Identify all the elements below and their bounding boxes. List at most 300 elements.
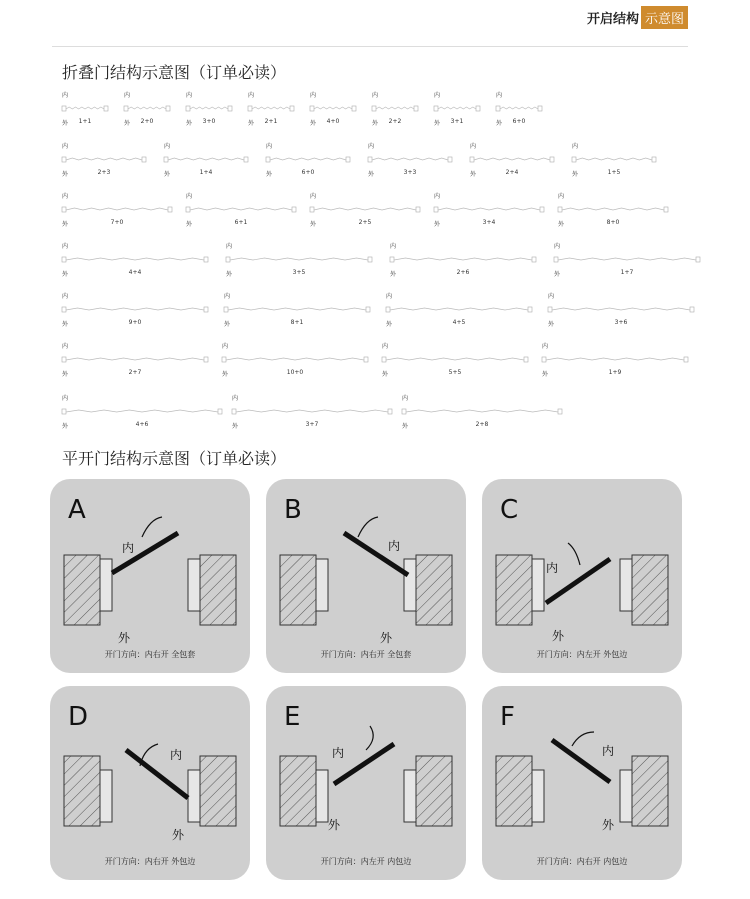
- fold-post: [558, 409, 562, 414]
- fold-post: [62, 207, 66, 212]
- fold-outside-label: 外: [224, 321, 231, 328]
- door-card-b: [266, 479, 466, 673]
- fold-diagram: [62, 292, 208, 328]
- fold-diagram: [232, 394, 392, 430]
- fold-post: [218, 409, 222, 414]
- door-inside-label: 内: [546, 561, 559, 575]
- fold-post: [528, 307, 532, 312]
- fold-outside-label: 外: [186, 221, 193, 228]
- fold-diagram: [542, 342, 688, 378]
- fold-post: [542, 357, 546, 362]
- door-type-letter: E: [284, 702, 301, 732]
- fold-post: [266, 157, 270, 162]
- fold-inside-label: 内: [224, 293, 231, 300]
- fold-post: [228, 106, 232, 111]
- fold-post: [62, 357, 66, 362]
- fold-config-label: 4+4: [128, 269, 142, 276]
- door-caption: 开门方向：内左开 内包边: [320, 857, 412, 866]
- fold-diagram: [186, 192, 296, 228]
- fold-outside-label: 外: [572, 171, 579, 178]
- door-type-letter: B: [284, 495, 302, 525]
- fold-post: [372, 106, 376, 111]
- fold-panels: [314, 107, 352, 109]
- fold-post: [248, 106, 252, 111]
- fold-config-label: 6+0: [301, 169, 315, 176]
- fold-diagram: [224, 292, 370, 328]
- fold-diagram: [386, 292, 532, 328]
- fold-diagram: [434, 192, 544, 228]
- fold-panels: [66, 208, 168, 210]
- fold-post: [386, 307, 390, 312]
- fold-panels: [474, 158, 550, 160]
- fold-panels: [438, 208, 540, 210]
- fold-panels: [270, 158, 346, 160]
- fold-diagram: [390, 242, 536, 278]
- fold-diagram: [402, 394, 562, 430]
- fold-config-label: 5+5: [448, 369, 462, 376]
- fold-config-label: 2+8: [475, 421, 489, 428]
- fold-panels: [314, 208, 416, 210]
- open-direction-arrow: [358, 517, 378, 537]
- fold-post: [664, 207, 668, 212]
- fold-inside-label: 内: [402, 395, 409, 402]
- fold-inside-label: 内: [434, 92, 441, 99]
- fold-inside-label: 内: [62, 143, 69, 150]
- fold-config-label: 1+9: [608, 369, 622, 376]
- door-caption: 开门方向：内右开 外包边: [104, 857, 196, 866]
- door-inside-label: 内: [388, 539, 401, 553]
- fold-post: [232, 409, 236, 414]
- fold-diagram: [62, 242, 208, 278]
- door-type-letter: F: [500, 702, 515, 732]
- fold-panels: [562, 208, 664, 210]
- door-type-letter: D: [68, 702, 89, 732]
- right-frame: [404, 770, 416, 822]
- fold-outside-label: 外: [402, 423, 409, 430]
- fold-post: [204, 307, 208, 312]
- fold-diagram: [62, 142, 146, 178]
- fold-panels: [66, 358, 204, 360]
- fold-outside-label: 外: [226, 271, 233, 278]
- fold-diagram: [310, 192, 420, 228]
- fold-diagram: [62, 192, 172, 228]
- fold-outside-label: 外: [382, 371, 389, 378]
- fold-diagram: [496, 91, 542, 127]
- left-frame: [532, 770, 544, 822]
- fold-panels: [386, 358, 524, 360]
- fold-outside-label: 外: [470, 171, 477, 178]
- fold-inside-label: 内: [558, 193, 565, 200]
- door-outside-label: 外: [380, 631, 393, 645]
- door-outside-label: 外: [328, 818, 341, 832]
- door-outside-label: 外: [552, 629, 565, 643]
- fold-config-label: 10+0: [286, 369, 304, 376]
- door-outside-label: 外: [172, 828, 185, 842]
- fold-config-label: 2+0: [140, 118, 154, 125]
- fold-post: [524, 357, 528, 362]
- fold-post: [538, 106, 542, 111]
- fold-post: [434, 207, 438, 212]
- fold-panels: [394, 258, 532, 260]
- fold-config-label: 2+4: [505, 169, 519, 176]
- fold-config-label: 6+0: [512, 118, 526, 125]
- right-frame: [188, 559, 200, 611]
- fold-inside-label: 内: [372, 92, 379, 99]
- fold-post: [290, 106, 294, 111]
- fold-panels: [66, 308, 204, 310]
- left-frame: [316, 770, 328, 822]
- fold-config-label: 3+5: [292, 269, 306, 276]
- left-wall: [496, 555, 532, 625]
- fold-outside-label: 外: [186, 120, 193, 127]
- fold-diagram: [62, 91, 108, 127]
- open-direction-arrow: [572, 732, 594, 746]
- fold-diagram: [164, 142, 248, 178]
- fold-panels: [66, 107, 104, 109]
- fold-post: [186, 106, 190, 111]
- fold-outside-label: 外: [368, 171, 375, 178]
- fold-outside-label: 外: [248, 120, 255, 127]
- fold-inside-label: 内: [470, 143, 477, 150]
- fold-post: [448, 157, 452, 162]
- fold-post: [168, 207, 172, 212]
- fold-inside-label: 内: [496, 92, 503, 99]
- door-caption: 开门方向：内右开 内包边: [536, 857, 628, 866]
- fold-config-label: 1+1: [78, 118, 92, 125]
- fold-diagram: [222, 342, 368, 378]
- fold-inside-label: 内: [222, 343, 229, 350]
- left-wall: [496, 756, 532, 826]
- fold-post: [352, 106, 356, 111]
- fold-post: [390, 257, 394, 262]
- left-wall: [64, 555, 100, 625]
- fold-config-label: 2+6: [456, 269, 470, 276]
- fold-panels: [226, 358, 364, 360]
- fold-post: [222, 357, 226, 362]
- fold-diagram: [558, 192, 668, 228]
- fold-inside-label: 内: [62, 193, 69, 200]
- fold-post: [104, 106, 108, 111]
- right-wall: [200, 756, 236, 826]
- fold-panels: [376, 107, 414, 109]
- fold-diagram: [548, 292, 694, 328]
- right-wall: [200, 555, 236, 625]
- fold-outside-label: 外: [390, 271, 397, 278]
- fold-post: [550, 157, 554, 162]
- fold-post: [224, 307, 228, 312]
- folding-door-diagrams: [0, 0, 750, 440]
- door-inside-label: 内: [602, 744, 615, 758]
- fold-config-label: 4+0: [326, 118, 340, 125]
- fold-post: [124, 106, 128, 111]
- fold-panels: [66, 258, 204, 260]
- fold-post: [558, 207, 562, 212]
- fold-config-label: 3+0: [202, 118, 216, 125]
- fold-inside-label: 内: [232, 395, 239, 402]
- fold-panels: [576, 158, 652, 160]
- fold-config-label: 4+6: [135, 421, 149, 428]
- fold-inside-label: 内: [542, 343, 549, 350]
- fold-panels: [372, 158, 448, 160]
- fold-post: [470, 157, 474, 162]
- left-wall: [280, 555, 316, 625]
- fold-panels: [438, 107, 476, 109]
- fold-diagram: [368, 142, 452, 178]
- door-type-letter: C: [500, 495, 519, 525]
- right-frame: [188, 770, 200, 822]
- fold-diagram: [62, 394, 222, 430]
- fold-panels: [406, 410, 558, 412]
- fold-post: [366, 307, 370, 312]
- fold-panels: [66, 158, 142, 160]
- fold-panels: [500, 107, 538, 109]
- fold-outside-label: 外: [62, 271, 69, 278]
- fold-outside-label: 外: [232, 423, 239, 430]
- fold-outside-label: 外: [542, 371, 549, 378]
- fold-diagram: [226, 242, 372, 278]
- fold-post: [62, 106, 66, 111]
- fold-diagram: [310, 91, 356, 127]
- swing-door-title: 平开门结构示意图（订单必读）: [62, 449, 287, 468]
- fold-panels: [228, 308, 366, 310]
- fold-diagram: [266, 142, 350, 178]
- fold-outside-label: 外: [372, 120, 379, 127]
- fold-post: [364, 357, 368, 362]
- fold-outside-label: 外: [124, 120, 131, 127]
- fold-panels: [190, 208, 292, 210]
- fold-config-label: 8+1: [290, 319, 304, 326]
- fold-post: [476, 106, 480, 111]
- fold-config-label: 3+4: [482, 219, 496, 226]
- fold-config-label: 4+5: [452, 319, 466, 326]
- fold-diagram: [186, 91, 232, 127]
- fold-outside-label: 外: [554, 271, 561, 278]
- fold-outside-label: 外: [62, 423, 69, 430]
- left-frame: [100, 770, 112, 822]
- door-type-letter: A: [68, 495, 86, 525]
- fold-post: [690, 307, 694, 312]
- fold-config-label: 1+7: [620, 269, 634, 276]
- fold-post: [572, 157, 576, 162]
- fold-outside-label: 外: [558, 221, 565, 228]
- right-frame: [404, 559, 416, 611]
- fold-diagram: [554, 242, 700, 278]
- fold-panels: [128, 107, 166, 109]
- fold-inside-label: 内: [386, 293, 393, 300]
- fold-inside-label: 内: [382, 343, 389, 350]
- fold-inside-label: 内: [572, 143, 579, 150]
- fold-outside-label: 外: [62, 171, 69, 178]
- fold-outside-label: 外: [222, 371, 229, 378]
- fold-inside-label: 内: [310, 92, 317, 99]
- fold-post: [62, 409, 66, 414]
- fold-post: [368, 257, 372, 262]
- right-frame: [620, 770, 632, 822]
- fold-inside-label: 内: [310, 193, 317, 200]
- fold-config-label: 3+1: [450, 118, 464, 125]
- fold-inside-label: 内: [62, 92, 69, 99]
- fold-post: [166, 106, 170, 111]
- left-wall: [280, 756, 316, 826]
- fold-panels: [66, 410, 218, 412]
- fold-outside-label: 外: [62, 321, 69, 328]
- folding-door-title: 折叠门结构示意图（订单必读）: [62, 63, 287, 82]
- fold-post: [368, 157, 372, 162]
- right-wall: [416, 555, 452, 625]
- fold-outside-label: 外: [548, 321, 555, 328]
- fold-outside-label: 外: [386, 321, 393, 328]
- fold-config-label: 2+2: [388, 118, 402, 125]
- fold-inside-label: 内: [554, 243, 561, 250]
- fold-panels: [168, 158, 244, 160]
- fold-post: [554, 257, 558, 262]
- fold-post: [402, 409, 406, 414]
- door-inside-label: 内: [332, 746, 345, 760]
- right-wall: [632, 756, 668, 826]
- fold-post: [226, 257, 230, 262]
- fold-inside-label: 内: [390, 243, 397, 250]
- fold-diagram: [470, 142, 554, 178]
- fold-outside-label: 外: [62, 120, 69, 127]
- fold-outside-label: 外: [434, 120, 441, 127]
- fold-diagram: [434, 91, 480, 127]
- fold-panels: [390, 308, 528, 310]
- door-card-e: [266, 686, 466, 880]
- fold-inside-label: 内: [186, 92, 193, 99]
- fold-inside-label: 内: [62, 343, 69, 350]
- fold-config-label: 1+5: [607, 169, 621, 176]
- fold-post: [204, 257, 208, 262]
- door-caption: 开门方向：内右开 全包套: [104, 650, 196, 659]
- open-direction-arrow: [568, 543, 580, 565]
- fold-post: [346, 157, 350, 162]
- fold-panels: [552, 308, 690, 310]
- left-wall: [64, 756, 100, 826]
- fold-diagram: [248, 91, 294, 127]
- fold-post: [684, 357, 688, 362]
- fold-config-label: 2+1: [264, 118, 278, 125]
- fold-diagram: [572, 142, 656, 178]
- fold-outside-label: 外: [310, 221, 317, 228]
- fold-panels: [546, 358, 684, 360]
- fold-post: [62, 157, 66, 162]
- door-outside-label: 外: [118, 631, 131, 645]
- fold-diagram: [372, 91, 418, 127]
- fold-post: [414, 106, 418, 111]
- fold-post: [292, 207, 296, 212]
- open-direction-arrow: [366, 726, 373, 750]
- fold-outside-label: 外: [164, 171, 171, 178]
- fold-post: [416, 207, 420, 212]
- fold-inside-label: 内: [62, 395, 69, 402]
- fold-panels: [236, 410, 388, 412]
- fold-outside-label: 外: [310, 120, 317, 127]
- fold-inside-label: 内: [434, 193, 441, 200]
- fold-config-label: 8+0: [606, 219, 620, 226]
- fold-panels: [558, 258, 696, 260]
- left-frame: [100, 559, 112, 611]
- fold-post: [540, 207, 544, 212]
- fold-panels: [230, 258, 368, 260]
- fold-diagram: [124, 91, 170, 127]
- fold-post: [62, 307, 66, 312]
- fold-post: [186, 207, 190, 212]
- fold-post: [382, 357, 386, 362]
- fold-panels: [252, 107, 290, 109]
- fold-post: [696, 257, 700, 262]
- fold-outside-label: 外: [62, 221, 69, 228]
- fold-inside-label: 内: [164, 143, 171, 150]
- fold-config-label: 2+7: [128, 369, 142, 376]
- fold-config-label: 1+4: [199, 169, 213, 176]
- fold-inside-label: 内: [368, 143, 375, 150]
- fold-inside-label: 内: [186, 193, 193, 200]
- fold-inside-label: 内: [266, 143, 273, 150]
- fold-post: [532, 257, 536, 262]
- fold-post: [310, 207, 314, 212]
- fold-outside-label: 外: [62, 371, 69, 378]
- fold-post: [310, 106, 314, 111]
- door-card-f: [482, 686, 682, 880]
- left-frame: [532, 559, 544, 611]
- fold-post: [142, 157, 146, 162]
- fold-diagram: [382, 342, 528, 378]
- fold-inside-label: 内: [62, 293, 69, 300]
- fold-config-label: 9+0: [128, 319, 142, 326]
- fold-config-label: 3+3: [403, 169, 417, 176]
- fold-diagram: [62, 342, 208, 378]
- fold-post: [388, 409, 392, 414]
- right-wall: [416, 756, 452, 826]
- fold-panels: [190, 107, 228, 109]
- right-wall: [632, 555, 668, 625]
- fold-outside-label: 外: [266, 171, 273, 178]
- door-card-c: [482, 479, 682, 673]
- open-direction-arrow: [142, 517, 162, 537]
- left-frame: [316, 559, 328, 611]
- fold-inside-label: 内: [62, 243, 69, 250]
- fold-config-label: 2+5: [358, 219, 372, 226]
- fold-outside-label: 外: [434, 221, 441, 228]
- door-inside-label: 内: [122, 541, 135, 555]
- fold-inside-label: 内: [226, 243, 233, 250]
- door-inside-label: 内: [170, 748, 183, 762]
- fold-config-label: 2+3: [97, 169, 111, 176]
- door-card-a: [50, 479, 250, 673]
- fold-post: [548, 307, 552, 312]
- fold-inside-label: 内: [248, 92, 255, 99]
- fold-post: [434, 106, 438, 111]
- fold-config-label: 7+0: [110, 219, 124, 226]
- door-caption: 开门方向：内右开 全包套: [320, 650, 412, 659]
- fold-config-label: 3+6: [614, 319, 628, 326]
- fold-post: [164, 157, 168, 162]
- fold-outside-label: 外: [496, 120, 503, 127]
- door-outside-label: 外: [602, 818, 615, 832]
- header-badge: 示意图: [641, 6, 688, 29]
- fold-post: [62, 257, 66, 262]
- door-caption: 开门方向：内左开 外包边: [536, 650, 628, 659]
- fold-post: [204, 357, 208, 362]
- right-frame: [620, 559, 632, 611]
- fold-post: [496, 106, 500, 111]
- fold-config-label: 6+1: [234, 219, 248, 226]
- header-title: 开启结构: [586, 11, 639, 27]
- fold-post: [244, 157, 248, 162]
- door-card-d: [50, 686, 250, 880]
- fold-inside-label: 内: [548, 293, 555, 300]
- fold-config-label: 3+7: [305, 421, 319, 428]
